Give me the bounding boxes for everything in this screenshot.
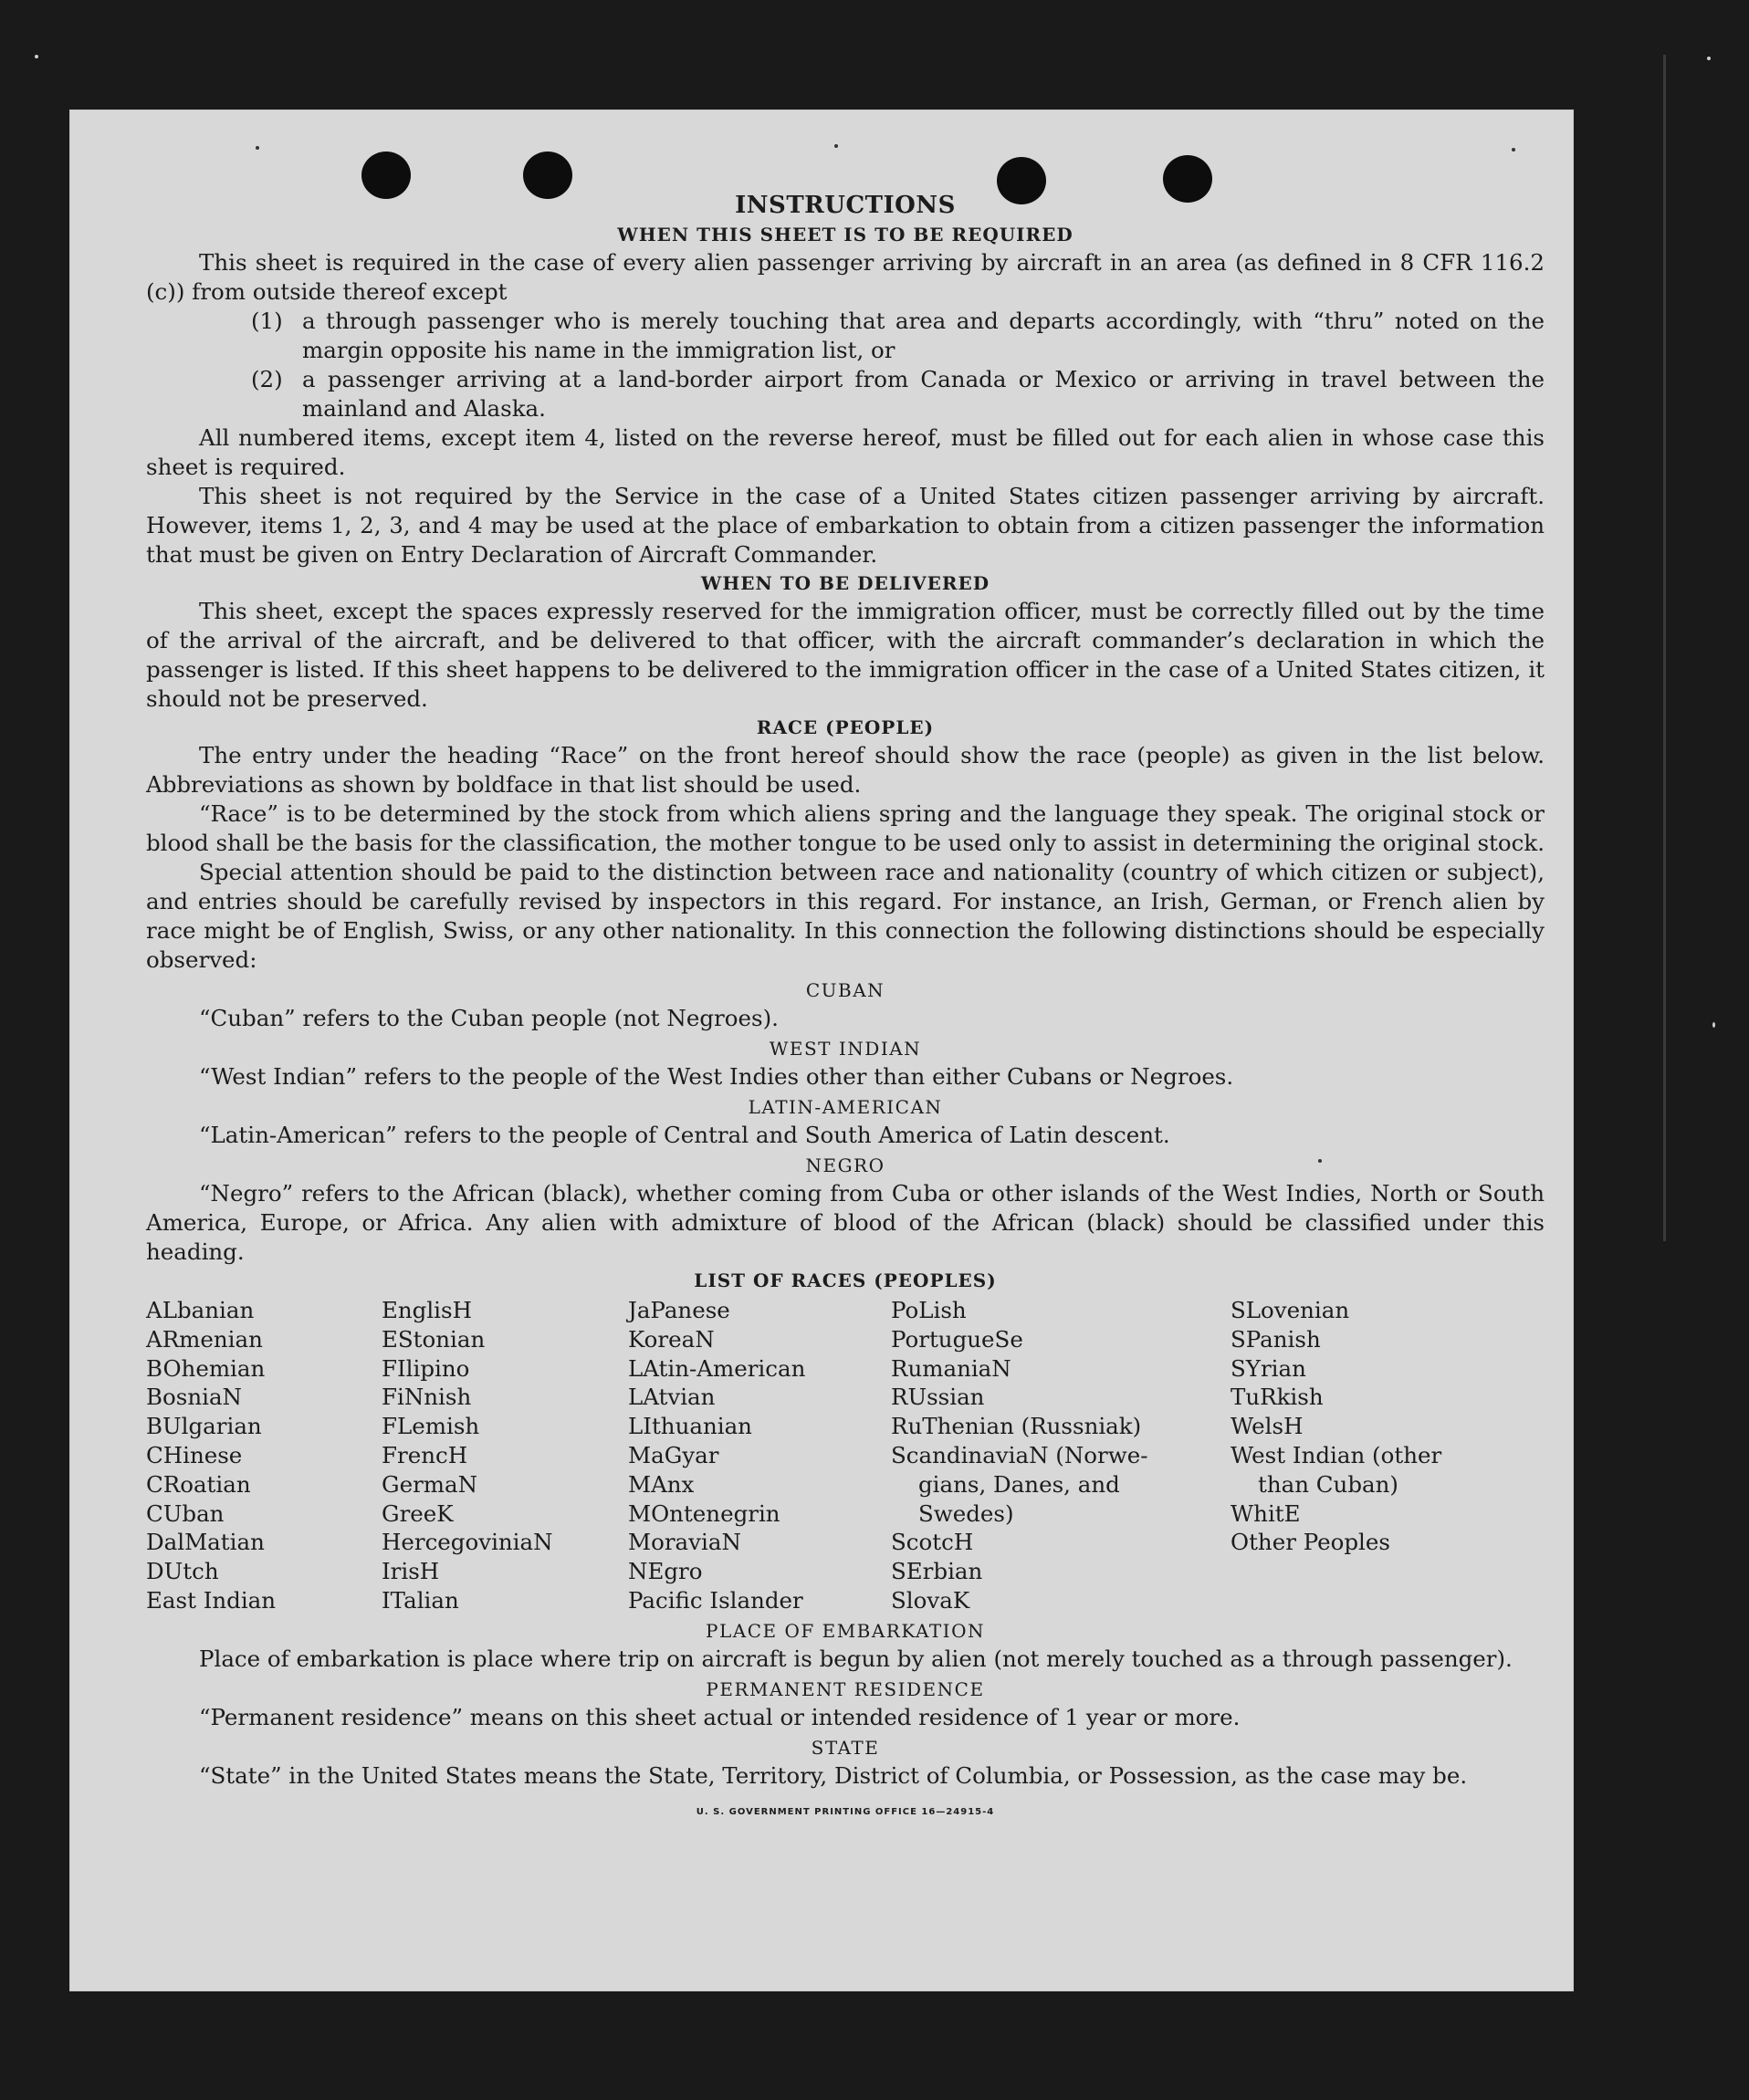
race-entry: FLemish — [382, 1413, 480, 1440]
race-entry: RuThenian (Russniak) — [891, 1413, 1142, 1440]
race-entry: PortugueSe — [891, 1325, 1023, 1353]
paragraph-delivery: This sheet, except the spaces expressly reserved for the immigration officer, must be correctly filled out by the time of the arrival of the aircraft, and be delivered to that officer, with the aircraft commander’s declaration in which the passenger is listed. If this sheet happens to be delivered to the immigration officer in the case of a United States citizen, it should not be preserved. — [146, 598, 1545, 712]
heading-when-delivered: WHEN TO BE DELIVERED — [700, 572, 990, 594]
paper-speck — [256, 146, 259, 150]
race-entry-continued: than Cuban) — [1258, 1470, 1398, 1498]
scan-speck — [1707, 57, 1711, 60]
printer-imprint: U. S. GOVERNMENT PRINTING OFFICE 16—24915-4 — [696, 1806, 995, 1817]
paragraph-cuban: “Cuban” refers to the Cuban people (not Negroes). — [199, 1005, 779, 1031]
race-entry: LIthuanian — [628, 1413, 752, 1440]
race-entry: IrisH — [382, 1558, 440, 1585]
race-entry: FrencH — [382, 1441, 468, 1468]
race-entry: SlovaK — [891, 1586, 970, 1614]
race-entry: ALbanian — [146, 1297, 255, 1323]
race-entry: LAtvian — [628, 1384, 716, 1411]
race-entry: ScandinaviaN (Norwe- — [891, 1441, 1148, 1468]
paragraph-race-entry: The entry under the heading “Race” on the front hereof should show the race (people) as given in the list below. Abbreviations as shown by boldface in that list should be used. — [146, 742, 1545, 798]
scan-speck — [1712, 1022, 1715, 1028]
heading-west-indian: WEST INDIAN — [769, 1038, 922, 1060]
paragraph-state: “State” in the United States means the State, Territory, District of Columbia, or Possession, as the case may be. — [199, 1761, 1468, 1789]
race-entry: RUssian — [891, 1384, 985, 1411]
race-entry: MAnx — [628, 1470, 695, 1498]
race-entry: GermaN — [382, 1470, 478, 1498]
race-entry: BosniaN — [146, 1384, 242, 1411]
paper-speck — [834, 144, 838, 148]
race-entry: EStonian — [382, 1325, 486, 1353]
race-entry: GreeK — [382, 1499, 454, 1527]
race-entry: DalMatian — [146, 1529, 265, 1556]
race-entry: BOhemian — [146, 1354, 266, 1382]
paragraph-citizen: This sheet is not required by the Service in the case of a United States citizen passenger arriving by aircraft. However, items 1, 2, 3, and 4 may be used at the place of embarkation to obtain from a citizen passenger the information that must be given on Entry Declaration of Aircraft Commander. — [146, 483, 1545, 568]
heading-when-required: WHEN THIS SHEET IS TO BE REQUIRED — [617, 224, 1073, 246]
race-entry: FIlipino — [382, 1354, 470, 1382]
paragraph-residence: “Permanent residence” means on this sheet actual or intended residence of 1 year or more. — [199, 1703, 1241, 1730]
heading-place-of-embarkation: PLACE OF EMBARKATION — [706, 1619, 985, 1642]
race-entry: TuRkish — [1231, 1384, 1324, 1411]
heading-list-of-races: LIST OF RACES (PEOPLES) — [694, 1269, 997, 1291]
race-entry: DUtch — [146, 1558, 219, 1585]
race-entry: FiNnish — [382, 1384, 472, 1411]
race-entry: BUlgarian — [146, 1413, 262, 1440]
race-entry: West Indian (other — [1231, 1441, 1442, 1468]
race-entry: ARmenian — [146, 1325, 263, 1353]
paper-speck — [1512, 148, 1515, 151]
race-column-5 — [1231, 1296, 1504, 1615]
race-entry: East Indian — [146, 1586, 277, 1614]
race-entry: SErbian — [891, 1558, 983, 1585]
exception-item — [146, 365, 1545, 423]
item-number: (2) — [251, 366, 283, 392]
item-text: a through passenger who is merely touching that area and departs accordingly, with “thru” noted on the margin opposite his name in the immigration list, or — [302, 308, 1545, 363]
document-title: INSTRUCTIONS — [735, 192, 956, 219]
item-number: (1) — [251, 308, 283, 334]
paragraph-intro: This sheet is required in the case of every alien passenger arriving by aircraft in an area (as defined in 8 CFR 116.2 (c)) from outside thereof except — [146, 249, 1545, 305]
race-entry: CHinese — [146, 1441, 243, 1468]
race-entry: Other Peoples — [1231, 1529, 1390, 1556]
race-entry: SPanish — [1231, 1325, 1321, 1353]
race-entry: RumaniaN — [891, 1354, 1011, 1382]
race-entry: MoraviaN — [628, 1529, 741, 1556]
race-entry-continued: Swedes) — [918, 1499, 1014, 1527]
race-entry: SYrian — [1231, 1354, 1306, 1382]
race-entry: ITalian — [382, 1586, 459, 1614]
race-entry: ScotcH — [891, 1529, 974, 1556]
race-column-3 — [628, 1296, 891, 1615]
race-entry: LAtin-American — [628, 1354, 806, 1382]
race-list — [146, 1296, 1545, 1615]
instructions-content — [146, 190, 1545, 1827]
race-entry: PoLish — [891, 1297, 967, 1323]
paragraph-west-indian: “West Indian” refers to the people of the West Indies other than either Cubans or Negroes. — [199, 1063, 1234, 1090]
paragraph-race-distinction: Special attention should be paid to the distinction between race and nationality (country of which citizen or subject), and entries should be carefully revised by inspectors in this regard. For instance, an Irish, German, or French alien by race might be of English, Swiss, or any other nationality. In this connection the following distinctions should be especially observed: — [146, 859, 1545, 973]
race-entry: KoreaN — [628, 1325, 715, 1353]
scan-speck — [35, 55, 38, 58]
race-entry: EnglisH — [382, 1297, 472, 1323]
paragraph-negro: “Negro” refers to the African (black), whether coming from Cuba or other islands of the West Indies, North or South America, Europe, or Africa. Any alien with admixture of blood of the African (black) should be classified under this heading. — [146, 1180, 1545, 1265]
race-column-1 — [146, 1296, 382, 1615]
scan-edge — [1663, 55, 1666, 1241]
race-entry: MaGyar — [628, 1441, 719, 1468]
paragraph-embarkation: Place of embarkation is place where trip on aircraft is begun by alien (not merely touched as a through passenger). — [199, 1645, 1513, 1672]
paragraph-numbered-items: All numbered items, except item 4, listed on the reverse hereof, must be filled out for each alien in whose case this sheet is required. — [146, 424, 1545, 480]
race-column-2 — [382, 1296, 628, 1615]
race-entry: WelsH — [1231, 1413, 1304, 1440]
heading-latin-american: LATIN-AMERICAN — [748, 1096, 943, 1118]
heading-race: RACE (PEOPLE) — [756, 716, 935, 738]
race-entry: SLovenian — [1231, 1297, 1350, 1323]
heading-state: STATE — [811, 1736, 880, 1759]
heading-permanent-residence: PERMANENT RESIDENCE — [706, 1677, 985, 1700]
race-entry-continued: gians, Danes, and — [918, 1470, 1120, 1498]
race-entry: Pacific Islander — [628, 1586, 803, 1614]
race-entry: WhitE — [1231, 1499, 1301, 1527]
exception-item — [146, 307, 1545, 365]
heading-cuban: CUBAN — [805, 979, 885, 1001]
race-entry: CRoatian — [146, 1470, 251, 1498]
race-entry: CUban — [146, 1499, 225, 1527]
paragraph-latin-american: “Latin-American” refers to the people of Central and South America of Latin descent. — [199, 1122, 1170, 1148]
document-page — [69, 110, 1574, 1991]
paragraph-race-stock: “Race” is to be determined by the stock from which aliens spring and the language they speak. The original stock or blood shall be the basis for the classification, the mother tongue to be used only to assist in determining the original stock. — [146, 800, 1545, 856]
race-entry: JaPanese — [628, 1297, 730, 1323]
race-column-4 — [891, 1296, 1231, 1615]
race-entry: MOntenegrin — [628, 1499, 780, 1527]
race-entry: NEgro — [628, 1558, 703, 1585]
item-text: a passenger arriving at a land-border airport from Canada or Mexico or arriving in travel between the mainland and Alaska. — [302, 366, 1545, 422]
heading-negro: NEGRO — [805, 1154, 885, 1176]
race-entry: HercegoviniaN — [382, 1529, 553, 1556]
